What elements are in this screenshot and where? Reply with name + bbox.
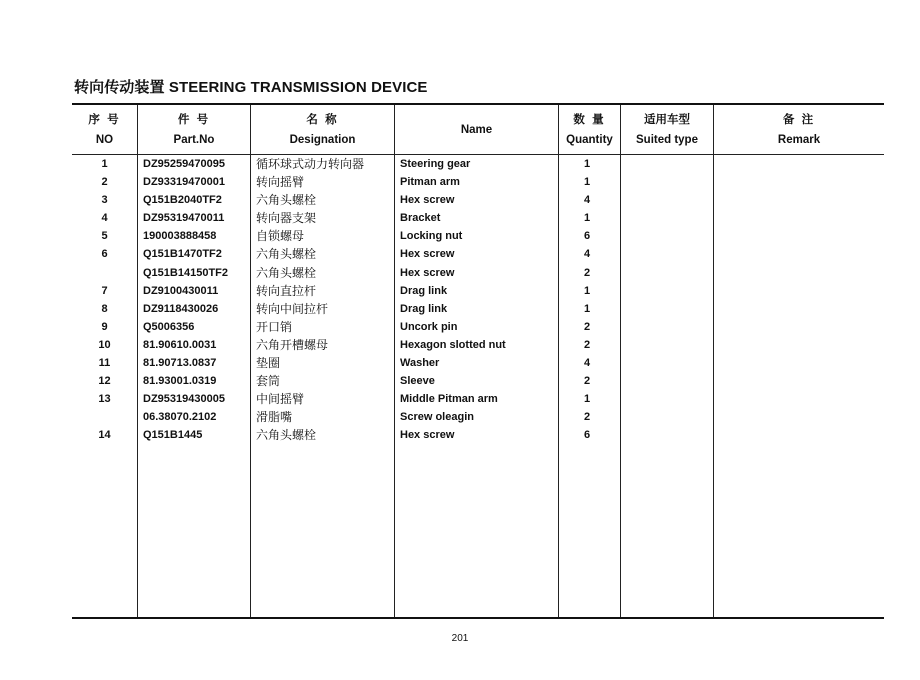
table-row — [72, 173, 884, 191]
header-no-en: NO — [95, 133, 114, 146]
row-name: Sleeve — [400, 375, 435, 388]
row-part-no: DZ95319470011 — [143, 212, 225, 225]
row-no: 11 — [98, 357, 111, 370]
row-quantity: 4 — [583, 357, 591, 370]
row-name: Hexagon slotted nut — [400, 338, 506, 351]
row-name: Bracket — [400, 212, 441, 225]
header-part-no — [138, 105, 250, 154]
table-body — [72, 155, 884, 445]
header-qty-en: Quantity — [566, 133, 613, 146]
header-part-zh: 件 号 — [177, 113, 211, 126]
row-part-no: 190003888458 — [143, 230, 217, 243]
row-name: Middle Pitman arm — [400, 393, 498, 406]
table-row — [72, 282, 884, 300]
row-quantity: 2 — [583, 338, 591, 351]
row-part-no: DZ9100430011 — [143, 284, 219, 297]
row-quantity: 1 — [583, 284, 591, 297]
row-part-no: Q151B1445 — [143, 429, 203, 442]
header-quantity — [559, 105, 620, 154]
row-no: 12 — [98, 375, 111, 388]
table-row — [72, 354, 884, 372]
header-suited-type — [621, 105, 713, 154]
row-part-no: DZ95259470095 — [143, 158, 225, 170]
row-name: Hex screw — [400, 429, 455, 442]
table-row — [72, 300, 884, 318]
row-quantity: 2 — [583, 266, 591, 279]
header-desig-zh: 名 称 — [306, 113, 339, 126]
row-part-no: DZ95319430005 — [143, 393, 225, 406]
row-quantity: 2 — [583, 320, 591, 333]
row-designation: 六角头螺栓 — [256, 428, 317, 443]
row-quantity: 1 — [583, 158, 591, 170]
row-part-no: 81.93001.0319 — [143, 375, 217, 388]
row-no: 5 — [101, 230, 108, 243]
row-name: Drag link — [400, 302, 448, 315]
row-quantity: 1 — [583, 212, 591, 225]
table-row — [72, 318, 884, 336]
table-row — [72, 155, 884, 173]
table-row — [72, 227, 884, 245]
row-name: Drag link — [400, 284, 448, 297]
row-designation: 中间摇臂 — [256, 392, 305, 407]
table-row — [72, 426, 884, 444]
row-no: 7 — [101, 284, 108, 297]
row-part-no: 81.90713.0837 — [143, 357, 217, 370]
row-name: Hex screw — [400, 266, 455, 279]
row-designation: 转向摇臂 — [256, 175, 305, 190]
row-designation: 转向器支架 — [256, 211, 317, 226]
row-part-no: Q151B2040TF2 — [143, 194, 222, 207]
row-designation: 滑脂嘴 — [256, 410, 293, 425]
row-quantity: 1 — [583, 176, 591, 189]
row-part-no: Q151B1470TF2 — [143, 248, 222, 261]
header-qty-zh: 数 量 — [573, 113, 606, 126]
header-name — [395, 105, 558, 154]
row-no: 1 — [101, 158, 108, 170]
table-row — [72, 264, 884, 282]
row-designation: 转向直拉杆 — [256, 283, 317, 298]
row-part-no: Q151B14150TF2 — [143, 266, 228, 279]
row-part-no: 06.38070.2102 — [143, 411, 217, 424]
row-designation: 六角头螺栓 — [256, 247, 317, 262]
row-quantity: 4 — [583, 194, 591, 207]
row-name: Screw oleagin — [400, 411, 474, 424]
row-name: Hex screw — [400, 248, 455, 261]
row-name: Hex screw — [400, 194, 455, 207]
row-designation: 自锁螺母 — [256, 229, 305, 244]
header-remark-en: Remark — [777, 133, 821, 146]
row-quantity: 1 — [583, 302, 591, 315]
header-remark-zh: 备 注 — [782, 113, 816, 126]
row-part-no: DZ9118430026 — [143, 302, 219, 315]
header-type-en: Suited type — [636, 133, 698, 146]
row-no: 2 — [101, 176, 108, 189]
parts-table — [72, 103, 884, 619]
row-designation: 垫圈 — [256, 356, 281, 371]
row-name: Pitman arm — [400, 176, 460, 189]
row-no: 13 — [98, 393, 111, 406]
table-row — [72, 408, 884, 426]
row-designation: 转向中间拉杆 — [256, 301, 329, 316]
row-name: Uncork pin — [400, 320, 458, 333]
header-remark — [714, 105, 884, 154]
row-name: Steering gear — [400, 158, 471, 170]
row-no: 9 — [101, 320, 108, 333]
header-designation — [251, 105, 394, 154]
row-quantity: 1 — [583, 393, 591, 406]
table-row — [72, 209, 884, 227]
row-designation: 套筒 — [256, 374, 281, 389]
page-title: 转向传动装置 STEERING TRANSMISSION DEVICE — [74, 79, 428, 96]
row-part-no: Q5006356 — [143, 320, 195, 333]
page-number: 201 — [451, 633, 469, 644]
row-quantity: 6 — [583, 429, 591, 442]
header-part-en: Part.No — [173, 133, 215, 146]
table-row — [72, 372, 884, 390]
row-no: 8 — [101, 302, 108, 315]
row-name: Washer — [400, 357, 440, 370]
row-quantity: 2 — [583, 411, 591, 424]
row-part-no: 81.90610.0031 — [143, 338, 217, 351]
row-no: 14 — [98, 429, 111, 442]
row-designation: 循环球式动力转向器 — [256, 157, 365, 171]
row-name: Locking nut — [400, 230, 463, 243]
row-designation: 六角头螺栓 — [256, 265, 317, 280]
row-quantity: 2 — [583, 375, 591, 388]
row-no: 6 — [101, 248, 108, 261]
table-row — [72, 245, 884, 263]
row-designation: 六角开槽螺母 — [256, 337, 329, 352]
row-no: 3 — [101, 194, 108, 207]
row-quantity: 4 — [583, 248, 591, 261]
row-quantity: 6 — [583, 230, 591, 243]
table-row — [72, 390, 884, 408]
row-designation: 六角头螺栓 — [256, 193, 317, 208]
header-name-en: Name — [460, 123, 493, 136]
header-no — [72, 105, 137, 154]
header-no-zh: 序 号 — [88, 113, 121, 126]
row-designation: 开口销 — [256, 319, 293, 334]
row-part-no: DZ93319470001 — [143, 176, 225, 189]
table-row — [72, 336, 884, 354]
header-desig-en: Designation — [289, 133, 356, 146]
table-row — [72, 191, 884, 209]
header-type-zh: 适用车型 — [644, 113, 690, 126]
row-no: 10 — [98, 338, 111, 351]
row-no: 4 — [101, 212, 108, 225]
